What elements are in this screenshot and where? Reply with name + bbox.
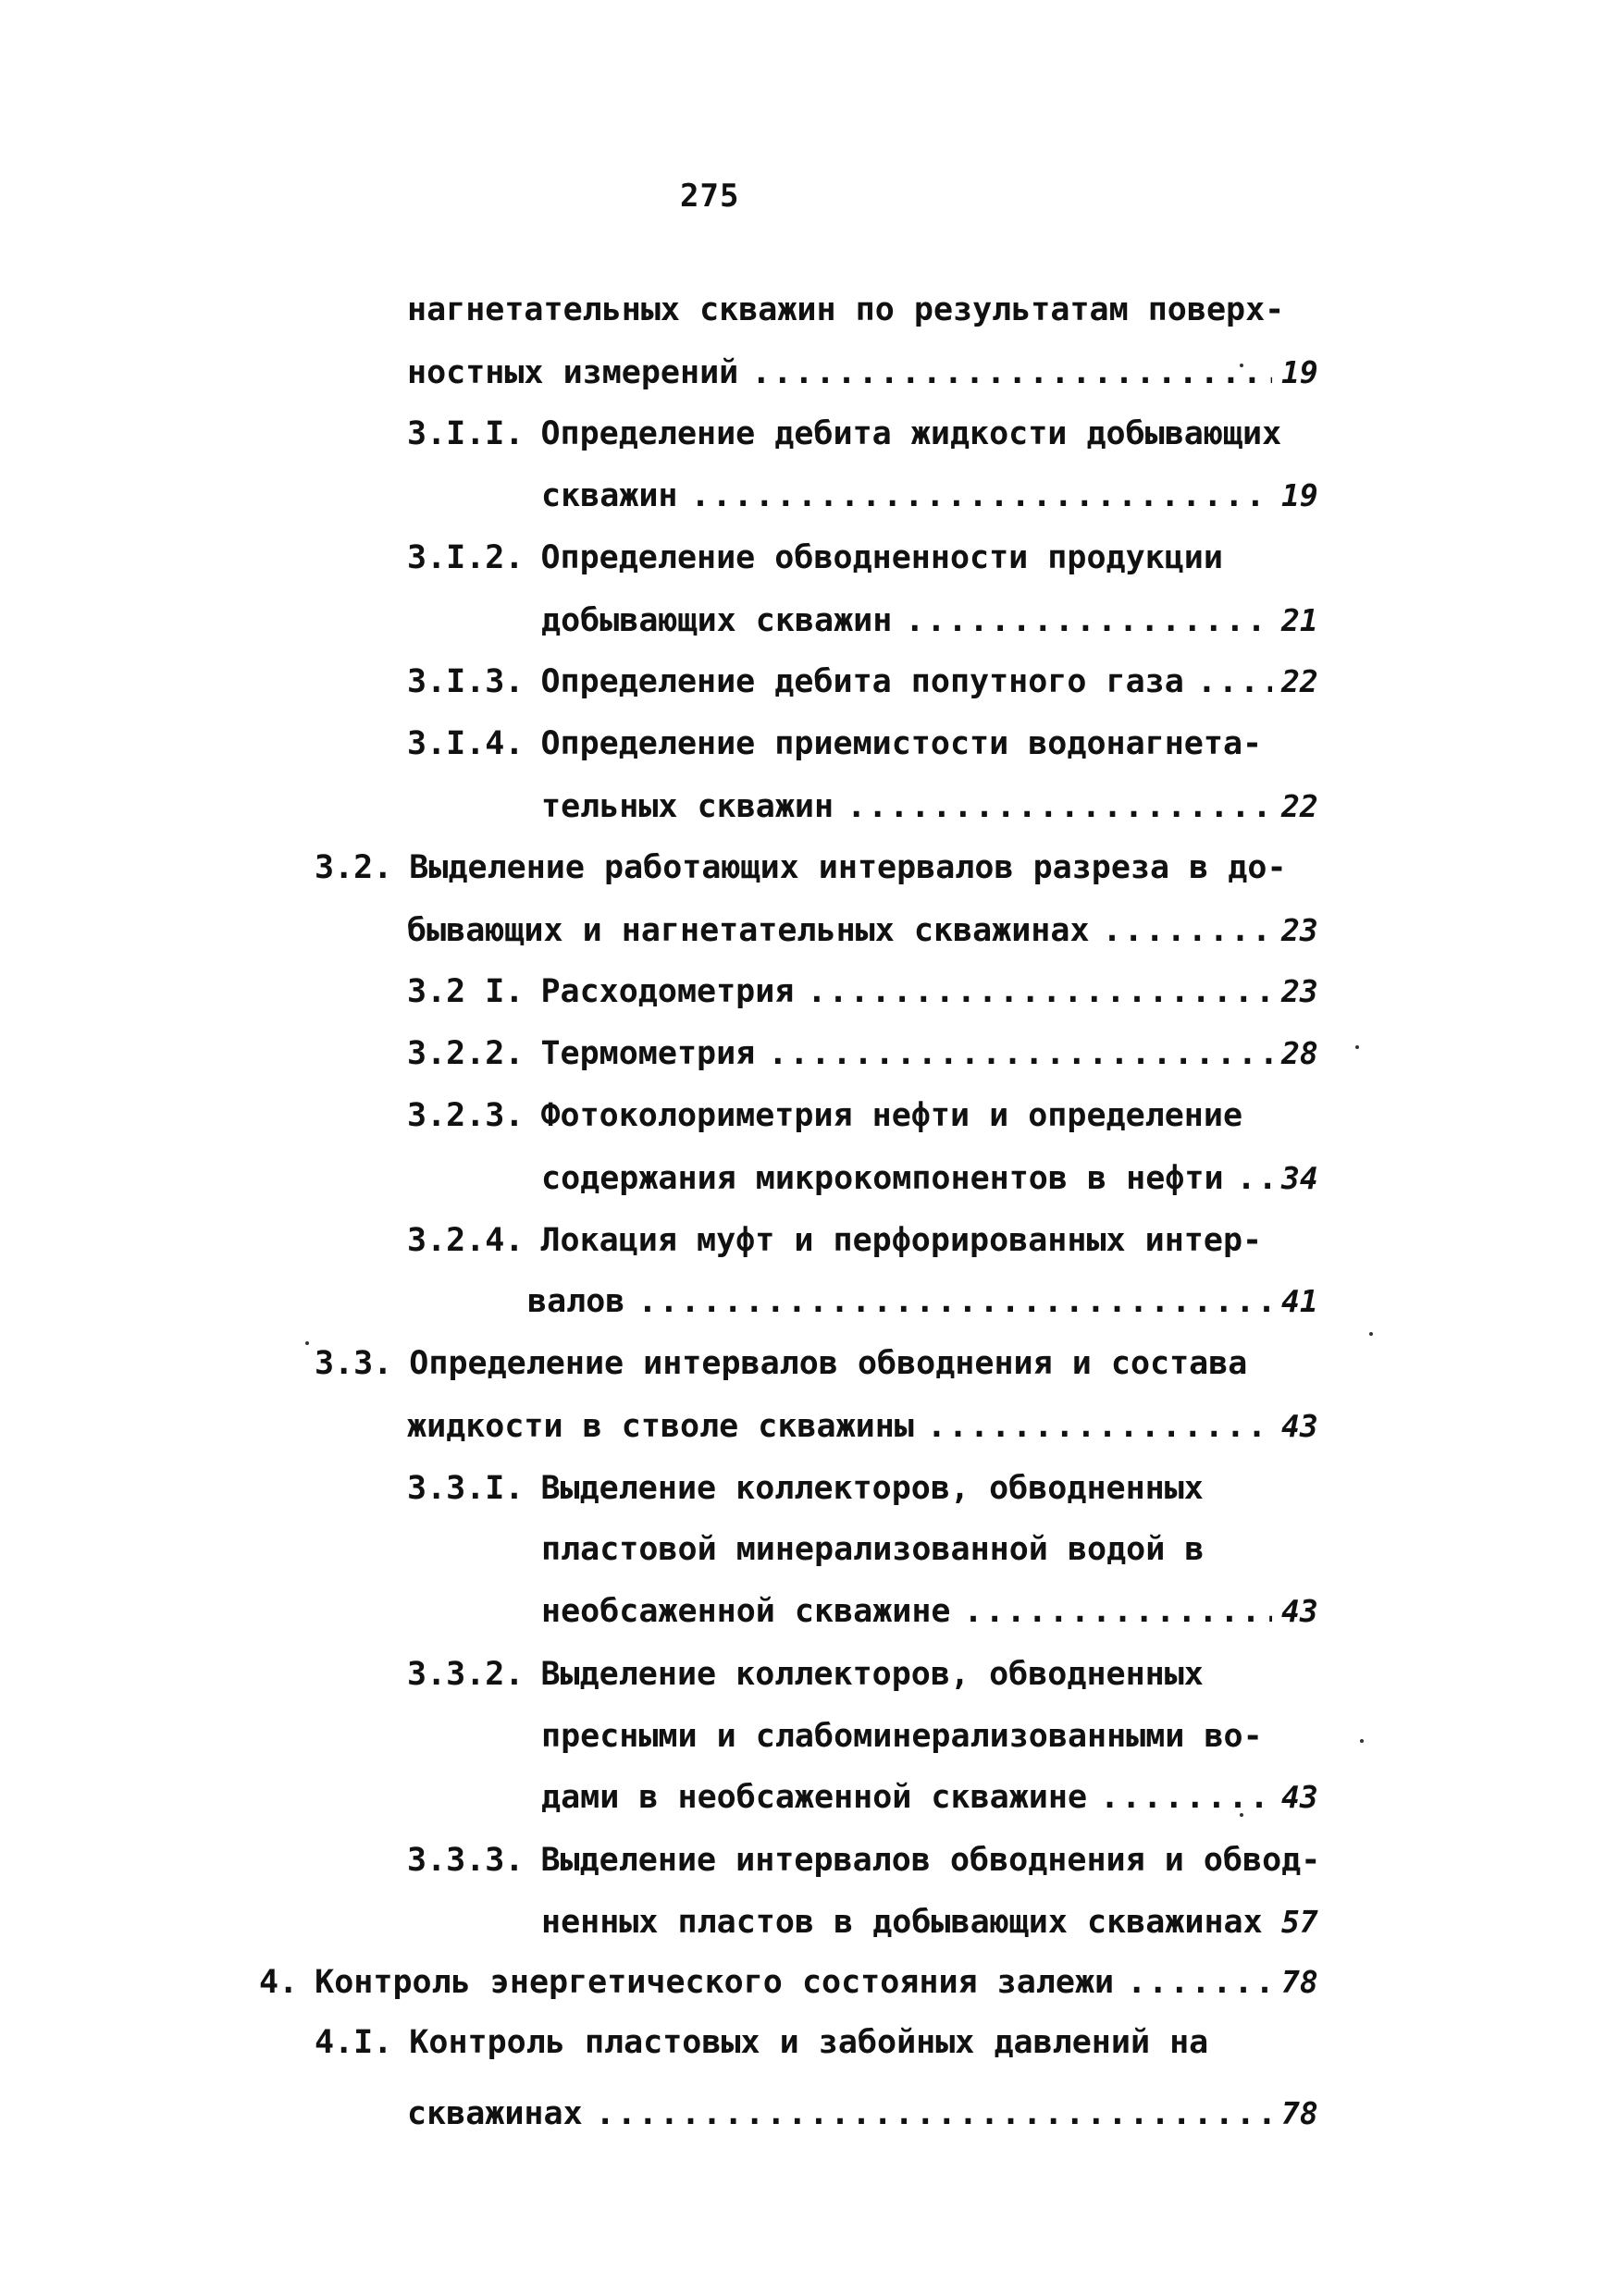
toc-entry-page: 78 — [1281, 1964, 1318, 2000]
toc-entry-title: добывающих скважин — [541, 602, 893, 639]
toc-leader-dots — [1103, 909, 1272, 952]
toc-entry-page: 43 — [1281, 1408, 1318, 1444]
toc-entry-page: 41 — [1281, 1283, 1318, 1319]
toc-entry-title: Определение обводненности продукции — [540, 539, 1223, 576]
toc-entry-title: Определение приемистости водонагнета- — [540, 725, 1263, 762]
scan-speck — [1240, 1813, 1243, 1817]
toc-entry-title: Фотоколориметрия нефти и определение — [540, 1097, 1243, 1134]
toc-entry — [259, 1961, 1272, 2004]
toc-entry — [407, 722, 1272, 765]
toc-leader-dots — [1197, 660, 1272, 703]
toc-entry-page: 21 — [1281, 602, 1318, 638]
toc-entry-page: 23 — [1281, 973, 1318, 1009]
toc-leader-dots — [596, 2092, 1272, 2135]
toc-entry-page: 78 — [1281, 2095, 1318, 2131]
toc-entry — [541, 1776, 1272, 1819]
toc-entry-page: 22 — [1281, 788, 1318, 824]
toc-entry-number: 3.2.4. — [407, 1222, 525, 1259]
toc-entry-title: ненных пластов в добывающих скважинах — [541, 1904, 1263, 1941]
toc-entry-number: 3.I.3. — [407, 663, 525, 700]
toc-entry-page: 28 — [1281, 1035, 1318, 1071]
toc-entry-title: Выделение интервалов обводнения и обвод- — [540, 1842, 1321, 1879]
toc-entry-title: Определение интервалов обводнения и состава — [409, 1345, 1248, 1382]
toc-entry — [407, 1839, 1321, 1882]
toc-entry — [541, 1157, 1272, 1200]
toc-leader-dots — [964, 1590, 1272, 1633]
toc-entry — [541, 1590, 1272, 1633]
toc-entry — [407, 1653, 1272, 1696]
toc-leader-dots — [927, 1405, 1272, 1448]
toc-entry — [541, 785, 1272, 828]
toc-leader-dots — [751, 352, 1272, 394]
toc-leader-dots — [847, 785, 1272, 828]
toc-entry — [541, 1901, 1272, 1944]
toc-entry — [541, 1715, 1272, 1758]
toc-entry-number: 4.I. — [315, 2024, 393, 2061]
toc-entry-title: жидкости в стволе скважины — [407, 1408, 914, 1445]
toc-entry — [407, 1032, 1272, 1075]
toc-entry — [315, 1342, 1272, 1385]
toc-entry-page: 43 — [1281, 1779, 1318, 1815]
toc-entry-title: Контроль пластовых и забойных давлений на — [409, 2024, 1209, 2061]
toc-entry — [407, 660, 1272, 703]
toc-entry-number: 3.2.3. — [407, 1097, 525, 1134]
toc-entry-title: тельных скважин — [541, 788, 834, 825]
toc-entry — [407, 352, 1272, 394]
toc-leader-dots — [905, 599, 1272, 642]
toc-entry-title: Выделение коллекторов, обводненных — [540, 1656, 1204, 1693]
toc-entry-title: скважин — [541, 477, 678, 514]
toc-entry — [407, 1467, 1272, 1510]
scan-speck — [1360, 1739, 1364, 1743]
toc-leader-dots — [637, 1280, 1272, 1323]
toc-entry — [407, 537, 1272, 579]
toc-entry — [407, 1405, 1272, 1448]
toc-leader-dots — [807, 970, 1272, 1013]
toc-leader-dots — [1127, 1961, 1272, 2004]
toc-entry-page: 34 — [1281, 1160, 1318, 1196]
toc-entry-title: пластовой минерализованной водой в — [541, 1531, 1205, 1568]
toc-entry-title: содержания микрокомпонентов в нефти — [541, 1160, 1224, 1197]
toc-entry-number: 3.3.3. — [407, 1842, 525, 1879]
toc-entry-title: Выделение коллекторов, обводненных — [540, 1470, 1204, 1507]
toc-entry-number: 3.2.2. — [407, 1035, 525, 1072]
toc-entry-title: бывающих и нагнетательных скважинах — [407, 912, 1090, 949]
toc-entry — [541, 475, 1272, 517]
toc-entry — [407, 1094, 1272, 1137]
toc-entry-page: 43 — [1281, 1593, 1318, 1629]
toc-leader-dots — [1100, 1776, 1272, 1819]
toc-entry-number: 3.I.I. — [407, 415, 525, 452]
toc-entry — [315, 2021, 1272, 2064]
toc-entry — [407, 970, 1272, 1013]
toc-entry — [407, 1219, 1272, 1262]
toc-entry-number: 3.I.4. — [407, 725, 525, 762]
toc-leader-dots — [691, 475, 1272, 517]
toc-entry-title: пресными и слабоминерализованными во- — [541, 1718, 1263, 1755]
toc-entry — [407, 413, 1282, 455]
toc-entry-page: 57 — [1281, 1904, 1318, 1940]
toc-leader-dots — [1237, 1157, 1272, 1200]
toc-entry-title: необсаженной скважине — [541, 1593, 951, 1630]
toc-leader-dots — [768, 1032, 1272, 1075]
toc-entry — [541, 599, 1272, 642]
toc-entry-title: валов — [527, 1283, 625, 1320]
toc-entry — [541, 1528, 1272, 1571]
toc-entry-number: 4. — [259, 1964, 299, 2001]
toc-entry-number: 3.2. — [315, 849, 393, 886]
scan-speck — [1240, 364, 1243, 367]
scan-speck — [1355, 1045, 1359, 1049]
toc-entry-page: 22 — [1281, 663, 1318, 699]
page-number: 275 — [680, 178, 740, 215]
toc-entry-title: нагнетательных скважин по результатам поверх- — [407, 291, 1285, 328]
toc-entry-title: Выделение работающих интервалов разреза в до- — [409, 849, 1287, 886]
toc-entry-title: Определение дебита жидкости добывающих — [540, 415, 1282, 452]
toc-entry-title: Локация муфт и перфорированных интер- — [540, 1222, 1263, 1259]
scan-speck — [305, 1341, 309, 1345]
scan-speck — [1369, 1332, 1373, 1336]
toc-entry-title: Определение дебита попутного газа — [540, 663, 1184, 700]
toc-entry — [407, 2092, 1272, 2135]
toc-entry-title: скважинах — [407, 2095, 583, 2132]
toc-entry-number: 3.2 I. — [407, 973, 525, 1010]
toc-entry-title: Расходометрия — [540, 973, 795, 1010]
toc-entry-title: Контроль энергетического состояния залежи — [315, 1964, 1115, 2001]
toc-entry-number: 3.3.2. — [407, 1656, 525, 1693]
toc-entry-number: 3.3.I. — [407, 1470, 525, 1507]
toc-entry — [527, 1280, 1272, 1323]
toc-entry — [315, 846, 1287, 889]
toc-entry — [407, 909, 1272, 952]
toc-entry-page: 19 — [1281, 354, 1318, 390]
toc-entry-title: ностных измерений — [407, 354, 739, 391]
toc-entry-page: 23 — [1281, 912, 1318, 948]
toc-entry — [407, 289, 1285, 331]
toc-entry-page: 19 — [1281, 477, 1318, 513]
toc-entry-number: 3.3. — [315, 1345, 393, 1382]
toc-entry-number: 3.I.2. — [407, 539, 525, 576]
toc-entry-title: Термометрия — [540, 1035, 756, 1072]
toc-entry-title: дами в необсаженной скважине — [541, 1779, 1088, 1816]
